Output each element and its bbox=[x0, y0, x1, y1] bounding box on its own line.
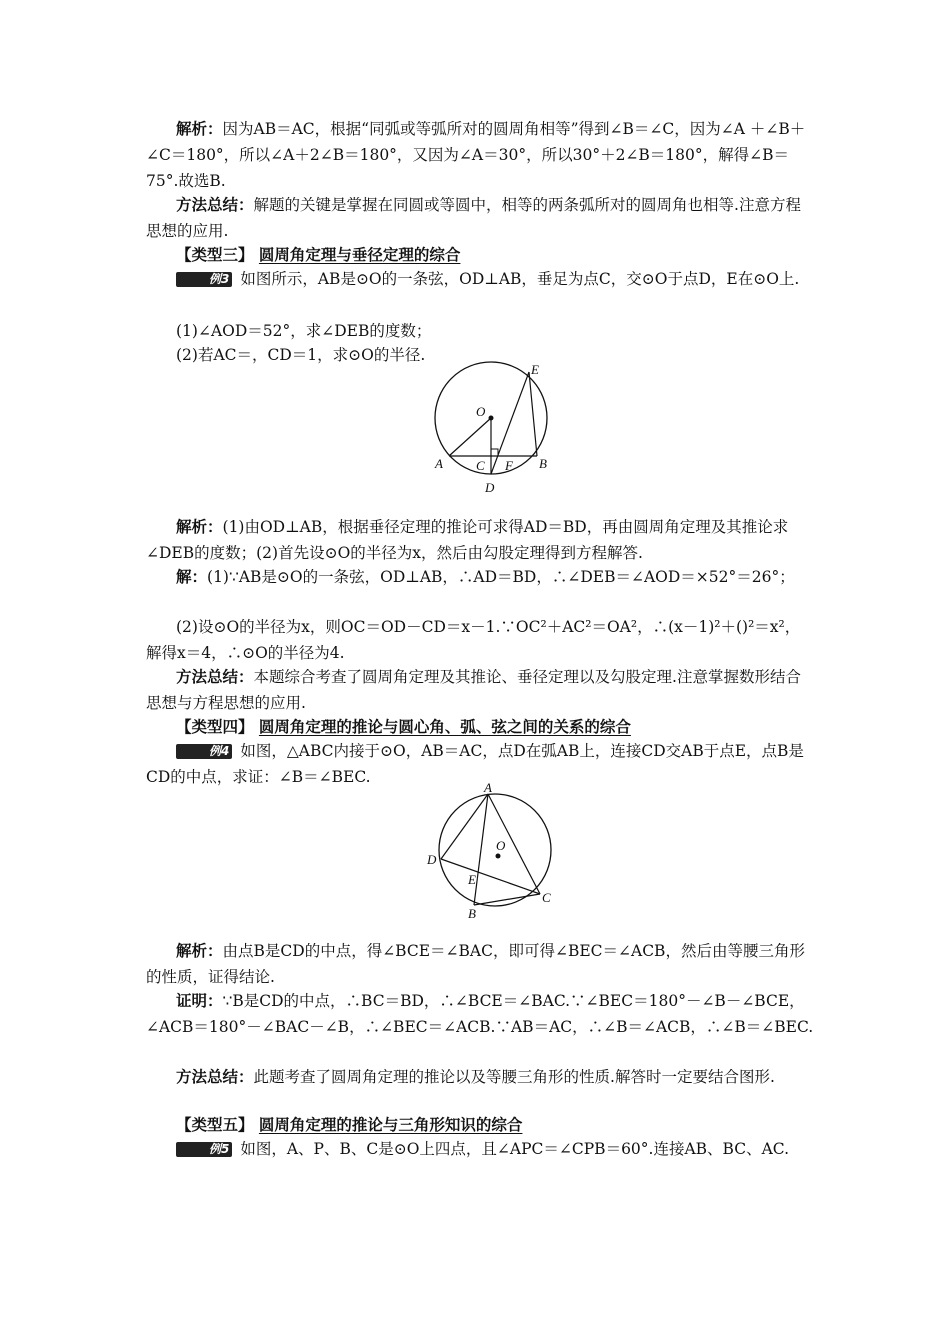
solution-text: (1)∵AB是⊙O的一条弦，OD⊥AB，∴AD＝BD，∴∠DEB＝∠AOD＝×52°＝26°； bbox=[207, 568, 795, 586]
fig1-label-b: B bbox=[539, 456, 547, 471]
example4-proof bbox=[146, 988, 814, 1040]
fig1-label-d: D bbox=[485, 480, 495, 495]
example4-badge: 例4 bbox=[176, 744, 232, 759]
type4-title: 圆周角定理的推论与圆心角、弧、弦之间的关系的综合 bbox=[258, 717, 631, 736]
example3-summary bbox=[146, 664, 814, 716]
analysis-label: 解析： bbox=[176, 517, 223, 536]
type5-bracket: 【类型五】 bbox=[176, 1115, 254, 1134]
type3-title: 圆周角定理与垂径定理的综合 bbox=[258, 245, 461, 264]
solution-label: 解： bbox=[176, 567, 208, 586]
analysis-text: 由点B是CD的中点，得∠BCE＝∠BAC，即可得∠BEC＝∠ACB，然后由等腰三角形的性质，证得结论. bbox=[146, 942, 805, 986]
summary-label: 方法总结： bbox=[176, 1067, 254, 1086]
summary-text: 本题综合考查了圆周角定理及其推论、垂径定理以及勾股定理.注意掌握数形结合思想与方程思想的应用. bbox=[146, 668, 801, 712]
type3-bracket: 【类型三】 bbox=[176, 245, 254, 264]
fig2-label-o: O bbox=[496, 838, 506, 853]
summary-paragraph-1 bbox=[146, 192, 814, 244]
analysis-text: (1)由OD⊥AB，根据垂径定理的推论可求得AD＝BD，再由圆周角定理及其推论求∠DEB的度数；(2)首先设⊙O的半径为x，然后由勾股定理得到方程解答. bbox=[146, 518, 789, 562]
example4-text: 如图，△ABC内接于⊙O，AB＝AC，点D在弧AB上，连接CD交AB于点E，点B是CD的中点，求证：∠B＝∠BEC. bbox=[146, 742, 804, 786]
fig1-label-f: F bbox=[505, 458, 513, 473]
fig2-label-d: D bbox=[427, 852, 437, 867]
example3-question-1: (1)∠AOD＝52°，求∠DEB的度数； bbox=[176, 322, 432, 340]
example3-solution bbox=[146, 564, 814, 590]
example3-question-2: (2)若AC＝，CD＝1，求⊙O的半径. bbox=[176, 346, 426, 364]
fig1-label-e: E bbox=[531, 362, 539, 377]
analysis-paragraph-1 bbox=[146, 116, 814, 194]
example3-analysis bbox=[146, 514, 814, 566]
type5-heading bbox=[146, 1112, 814, 1138]
fig1-label-c: C bbox=[476, 458, 485, 473]
summary-text: 此题考查了圆周角定理的推论以及等腰三角形的性质.解答时一定要结合图形. bbox=[253, 1068, 775, 1086]
fig2-circle bbox=[439, 794, 551, 906]
fig2-center-dot bbox=[496, 854, 501, 859]
example4-summary bbox=[146, 1064, 814, 1090]
type3-heading bbox=[146, 242, 814, 268]
example5-statement bbox=[146, 1136, 814, 1162]
type4-heading bbox=[146, 714, 814, 740]
fig2-label-e: E bbox=[468, 872, 476, 887]
fig2-label-b: B bbox=[468, 906, 476, 921]
summary-label: 方法总结： bbox=[176, 667, 254, 686]
type4-bracket: 【类型四】 bbox=[176, 717, 254, 736]
example5-badge: 例5 bbox=[176, 1142, 232, 1157]
proof-label: 证明： bbox=[176, 991, 223, 1010]
example5-text: 如图，A、P、B、C是⊙O上四点，且∠APC＝∠CPB＝60°.连接AB、BC、AC. bbox=[240, 1140, 790, 1158]
proof-text: ∵B是CD的中点，∴BC＝BD，∴∠BCE＝∠BAC.∵∠BEC＝180°－∠B－∠BCE，∠ACB＝180°－∠BAC－∠B，∴∠BEC＝∠ACB.∵AB＝AC，∴∠B＝∠ACB，∴∠B＝∠BEC. bbox=[146, 992, 814, 1036]
figure-2-circle-diagram bbox=[420, 780, 560, 925]
example3-badge: 例3 bbox=[176, 272, 232, 287]
summary-text: 解题的关键是掌握在同圆或等圆中，相等的两条弧所对的圆周角也相等.注意方程思想的应用. bbox=[146, 196, 801, 240]
fig2-label-a: A bbox=[484, 780, 492, 795]
analysis-text: 因为AB＝AC，根据“同弧或等弧所对的圆周角相等”得到∠B＝∠C，因为∠A ＋∠B＋∠C＝180°，所以∠A＋2∠B＝180°，又因为∠A＝30°，所以30°＋2∠B＝180°，解得∠B＝75°.故选B. bbox=[146, 120, 806, 190]
fig1-center-dot bbox=[489, 416, 494, 421]
analysis-label: 解析： bbox=[176, 119, 223, 138]
analysis-label: 解析： bbox=[176, 941, 223, 960]
type5-title: 圆周角定理的推论与三角形知识的综合 bbox=[258, 1115, 523, 1134]
summary-label: 方法总结： bbox=[176, 195, 254, 214]
fig1-label-o: O bbox=[476, 404, 486, 419]
fig1-radius-oa bbox=[449, 418, 491, 456]
fig1-label-a: A bbox=[435, 456, 443, 471]
example3-statement bbox=[146, 266, 814, 292]
figure-1-circle-diagram bbox=[425, 360, 565, 500]
fig1-right-angle-mark bbox=[491, 449, 498, 456]
example4-analysis bbox=[146, 938, 814, 990]
example3-text: 如图所示，AB是⊙O的一条弦，OD⊥AB，垂足为点C，交⊙O于点D，E在⊙O上. bbox=[240, 270, 800, 288]
fig2-segment-bc bbox=[474, 894, 540, 905]
example3-solution-part2: (2)设⊙O的半径为x，则OC＝OD－CD＝x－1.∵OC²＋AC²＝OA²，∴(x－1)²＋()²＝x²，解得x＝4，∴⊙O的半径为4. bbox=[146, 618, 801, 662]
fig2-label-c: C bbox=[542, 890, 551, 905]
